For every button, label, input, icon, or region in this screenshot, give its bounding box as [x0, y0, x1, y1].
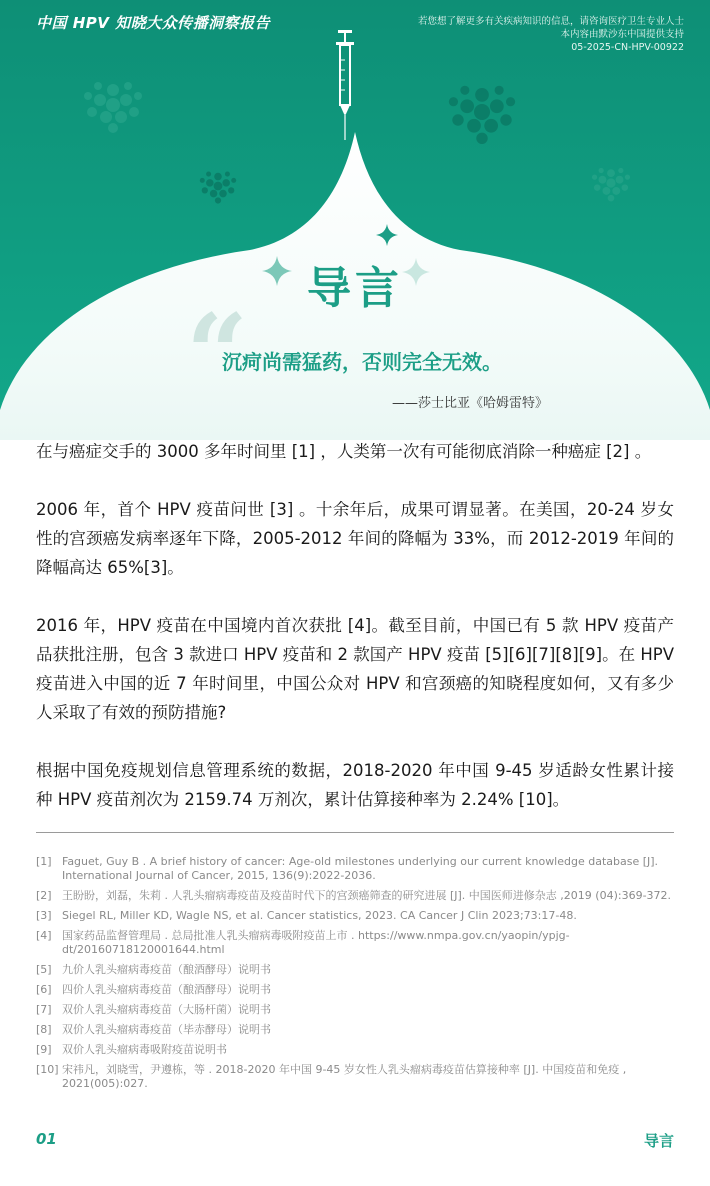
sparkle-icon [376, 224, 398, 246]
reference-item [36, 909, 674, 923]
reference-text: 双价人乳头瘤病毒吸附疫苗说明书 [62, 1043, 227, 1056]
reference-item [36, 855, 674, 883]
reference-item [36, 1063, 674, 1091]
reference-text: 九价人乳头瘤病毒疫苗（酿酒酵母）说明书 [62, 963, 271, 976]
reference-number: [1] [36, 855, 52, 868]
reference-number: [5] [36, 963, 52, 976]
reference-text: Faguet, Guy B . A brief history of cancer: Age-old milestones underlying our current knowledge database [J]. International Journal of Cancer, 2015, 136(9):2022-2036. [62, 855, 659, 882]
section-title: 导言 [307, 263, 403, 314]
document-code: 05-2025-CN-HPV-00922 [571, 42, 684, 53]
reference-item [36, 983, 674, 997]
divider [36, 832, 674, 833]
syringe-icon [335, 30, 355, 140]
reference-number: [9] [36, 1043, 52, 1056]
reference-number: [2] [36, 889, 52, 902]
disclaimer-line-1: 若您想了解更多有关疾病知识的信息，请咨询医疗卫生专业人士 [417, 16, 684, 27]
reference-text: 双价人乳头瘤病毒疫苗（毕赤酵母）说明书 [62, 1023, 271, 1036]
intro-body [36, 437, 674, 814]
paragraph: 根据中国免疫规划信息管理系统的数据，2018-2020 年中国 9-45 岁适龄女性累计接种 HPV 疫苗剂次为 2159.74 万剂次，累计估算接种率为 2.24% [10]。 [36, 761, 674, 809]
header-disclaimer [344, 15, 684, 54]
reference-item [36, 1023, 674, 1037]
disclaimer-line-2: 本内容由默沙东中国提供支持 [560, 29, 684, 40]
reference-item [36, 929, 674, 957]
reference-item [36, 963, 674, 977]
quote-text: 沉疴尚需猛药，否则完全无效。 [222, 350, 502, 374]
paragraph: 2006 年，首个 HPV 疫苗问世 [3] 。十余年后，成果可谓显著。在美国，20-24 岁女性的宫颈癌发病率逐年下降，2005-2012 年间的降幅为 33%，而 2012-2019 年间的降幅高达 65%[3]。 [36, 500, 674, 577]
page-number: 01 [36, 1130, 57, 1148]
virus-icon [442, 72, 522, 152]
reference-number: [4] [36, 929, 52, 942]
paragraph: 2016 年，HPV 疫苗在中国境内首次获批 [4]。截至目前，中国已有 5 款 HPV 疫苗产品获批注册，包含 3 款进口 HPV 疫苗和 2 款国产 HPV 疫苗 [5][6][7][8][9]。在 HPV 疫苗进入中国的近 7 年时间里，中国公众对 HPV 和宫颈癌的知晓程度如何，又有多少人采取了有效的预防措施? [36, 616, 674, 722]
reference-number: [10] [36, 1063, 59, 1076]
reference-item [36, 889, 674, 903]
references-list [36, 855, 674, 1097]
footer-section-label: 导言 [643, 1132, 674, 1150]
reference-number: [3] [36, 909, 52, 922]
reference-number: [7] [36, 1003, 52, 1016]
report-title: 中国 HPV 知晓大众传播洞察报告 [36, 14, 271, 32]
virus-icon [196, 164, 240, 208]
virus-icon [78, 70, 148, 140]
reference-item [36, 1043, 674, 1057]
reference-number: [8] [36, 1023, 52, 1036]
reference-text: 双价人乳头瘤病毒疫苗（大肠杆菌）说明书 [62, 1003, 271, 1016]
reference-text: 国家药品监督管理局 . 总局批准人乳头瘤病毒吸附疫苗上市 . https://www.nmpa.gov.cn/yaopin/ypjg-dt/20160718120001644.html [62, 929, 570, 956]
reference-text: 宋祎凡，刘晓雪，尹遵栋，等 . 2018-2020 年中国 9-45 岁女性人乳头瘤病毒疫苗估算接种率 [J]. 中国疫苗和免疫 , 2021(005):027. [62, 1063, 627, 1090]
reference-item [36, 1003, 674, 1017]
virus-icon [588, 160, 634, 206]
quote-author: ——莎士比亚《哈姆雷特》 [391, 396, 548, 411]
quote-mark-icon: “ [186, 291, 249, 417]
reference-number: [6] [36, 983, 52, 996]
reference-text: Siegel RL, Miller KD, Wagle NS, et al. Cancer statistics, 2023. CA Cancer J Clin 2023;73:17-48. [62, 909, 577, 922]
reference-text: 王盼盼，刘磊，朱莉 . 人乳头瘤病毒疫苗及疫苗时代下的宫颈癌筛查的研究进展 [J]. 中国医师进修杂志 ,2019 (04):369-372. [62, 889, 672, 902]
paragraph: 在与癌症交手的 3000 多年时间里 [1] ，人类第一次有可能彻底消除一种癌症 [2] 。 [36, 442, 652, 461]
reference-text: 四价人乳头瘤病毒疫苗（酿酒酵母）说明书 [62, 983, 271, 996]
